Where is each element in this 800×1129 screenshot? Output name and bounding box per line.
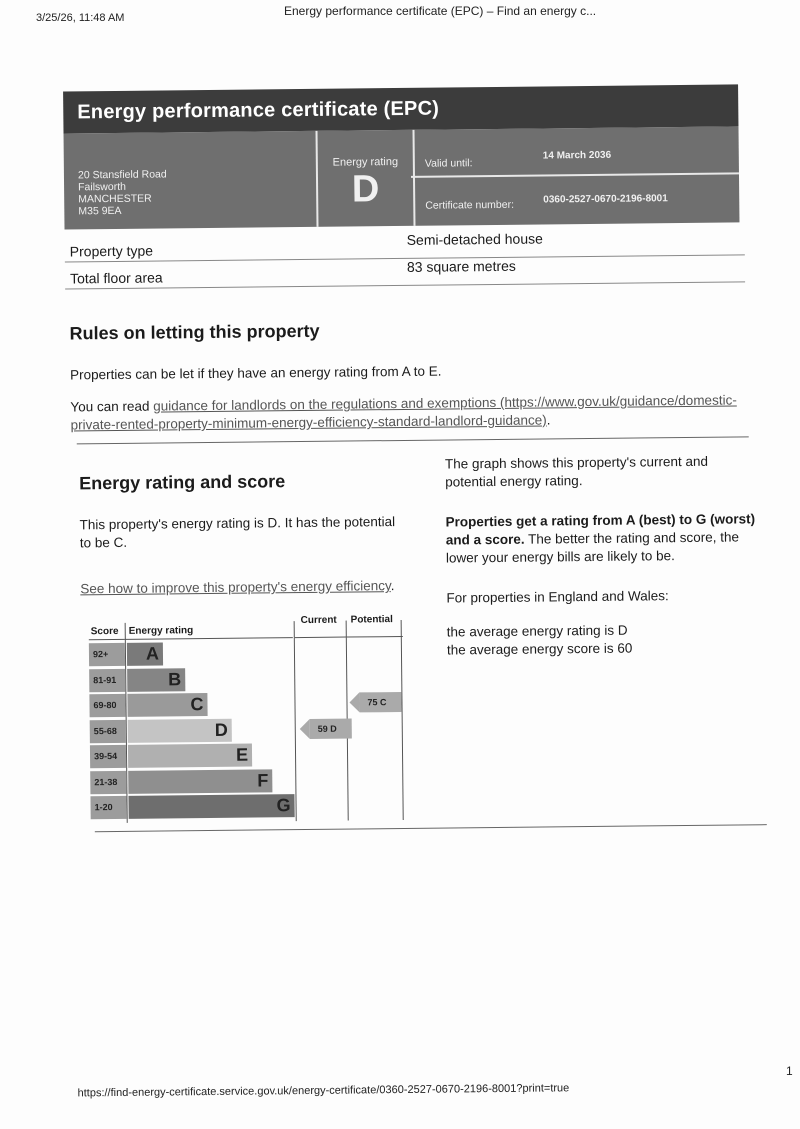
band-bar	[128, 769, 272, 794]
region-note: For properties in England and Wales:	[446, 588, 669, 606]
score-paragraph: This property's energy rating is D. It has the potential to be C.	[79, 514, 396, 551]
rating-band-d	[90, 718, 295, 743]
current-rating-arrow	[310, 718, 352, 738]
energy-rating-letter: D	[351, 168, 380, 211]
valid-until-value: 14 March 2036	[542, 149, 612, 162]
energy-rating-cell	[316, 130, 416, 227]
improve-paragraph	[80, 577, 400, 598]
band-score-range: 81-91	[93, 674, 117, 685]
landlord-guidance-paragraph	[70, 391, 750, 434]
band-letter: D	[214, 719, 228, 740]
section-divider	[77, 436, 749, 444]
address-line: MANCHESTER	[78, 192, 152, 206]
landlord-guidance-link-text: guidance for landlords on the regulations and exemptions	[153, 394, 497, 414]
floor-area-value: 83 square metres	[406, 257, 516, 275]
valid-until-label: Valid until:	[424, 157, 473, 170]
band-score-range: 39-54	[93, 750, 118, 762]
improve-suffix: .	[390, 578, 395, 594]
improve-efficiency-link[interactable]: See how to improve this property's energy efficiency	[80, 578, 391, 597]
band-score-range: 69-80	[93, 699, 117, 711]
page-number: 1	[786, 1064, 793, 1078]
guidance-suffix: .	[546, 412, 551, 428]
band-letter: C	[190, 694, 204, 715]
band-bar	[127, 642, 163, 665]
band-score-range: 21-38	[94, 776, 118, 787]
property-type-label: Property type	[69, 242, 154, 260]
certificate-banner	[63, 84, 738, 133]
band-score-range: 1-20	[94, 802, 113, 813]
section-divider	[95, 824, 767, 832]
average-rating: the average energy rating is D	[446, 622, 628, 640]
band-score-range: 92+	[92, 649, 109, 660]
current-rating-arrow-label: 59 D	[317, 723, 337, 734]
current-column-header: Current	[295, 621, 347, 639]
band-letter: A	[145, 643, 160, 664]
address-line: 20 Stansfield Road	[77, 168, 167, 182]
band-letter: B	[168, 668, 182, 689]
potential-column-header: Potential	[347, 620, 403, 638]
band-bar	[128, 718, 232, 742]
footer-url: https://find-energy-certificate.service.gov.uk/energy-certificate/0360-2527-0670-2196-8001?print=true	[77, 1082, 570, 1100]
band-letter: G	[276, 795, 291, 816]
letting-heading: Rules on letting this property	[69, 320, 320, 344]
rating-explanation-rest: The better the rating and score, the lower your energy bills are likely to be.	[445, 529, 740, 566]
chart-divider	[401, 620, 404, 820]
rating-explanation	[446, 510, 757, 567]
average-values	[447, 620, 757, 659]
letting-paragraph: Properties can be let if they have an energy rating from A to E.	[69, 363, 442, 383]
address-block	[78, 168, 167, 217]
certificate-number-value: 0360-2527-0670-2196-8001	[543, 193, 668, 206]
band-letter: E	[235, 744, 249, 765]
band-bar	[127, 668, 185, 692]
guidance-url-part2: private-rented-property-minimum-energy-efficiency-standard-landlord-guidance)	[70, 412, 547, 433]
rating-band-g	[90, 794, 295, 819]
floor-area-row	[65, 255, 745, 289]
energy-rating-chart	[89, 614, 406, 823]
score-left-column	[79, 470, 400, 598]
band-bar	[127, 693, 207, 717]
band-letter: F	[257, 769, 269, 791]
rating-explanation-bold: Properties get a rating from A (best) to G (worst) and a score.	[445, 511, 756, 548]
landlord-guidance-link[interactable]	[70, 392, 736, 432]
graph-description: The graph shows this property's current and potential energy rating.	[444, 453, 709, 490]
score-column-header: Score	[89, 623, 125, 640]
score-right-column	[445, 452, 757, 659]
rating-band-e	[90, 743, 295, 768]
certificate-number-row	[411, 174, 739, 225]
valid-until-row	[410, 126, 738, 177]
property-type-value: Semi-detached house	[406, 230, 543, 248]
print-datetime: 3/25/26, 11:48 AM	[36, 12, 125, 24]
score-heading: Energy rating and score	[79, 471, 286, 494]
average-score: the average energy score is 60	[446, 640, 633, 658]
property-details	[65, 228, 746, 289]
band-score-range: 55-68	[93, 725, 117, 736]
address-line: M35 9EA	[78, 204, 122, 218]
rating-column-header: Energy rating	[125, 621, 293, 640]
print-page-title: Energy performance certificate (EPC) – Find an energy c...	[284, 4, 597, 18]
guidance-url-part1: (https://www.gov.uk/guidance/domestic-	[496, 392, 737, 410]
energy-rating-label: Energy rating	[332, 155, 399, 169]
rating-band-b	[89, 667, 294, 692]
band-bar	[128, 794, 294, 819]
certificate-title: Energy performance certificate (EPC)	[77, 97, 440, 124]
floor-area-label: Total floor area	[69, 269, 163, 287]
rating-band-c	[89, 692, 294, 717]
certificate-number-label: Certificate number:	[425, 198, 515, 212]
potential-rating-arrow	[359, 692, 401, 712]
potential-rating-arrow-label: 75 C	[367, 697, 387, 708]
rating-band-f	[90, 769, 295, 794]
certificate-summary	[64, 126, 740, 229]
letting-section	[70, 316, 751, 434]
guidance-prefix: You can read	[70, 398, 154, 415]
address-line: Failsworth	[78, 180, 126, 194]
band-bar	[128, 744, 252, 768]
rating-band-a	[89, 641, 294, 666]
